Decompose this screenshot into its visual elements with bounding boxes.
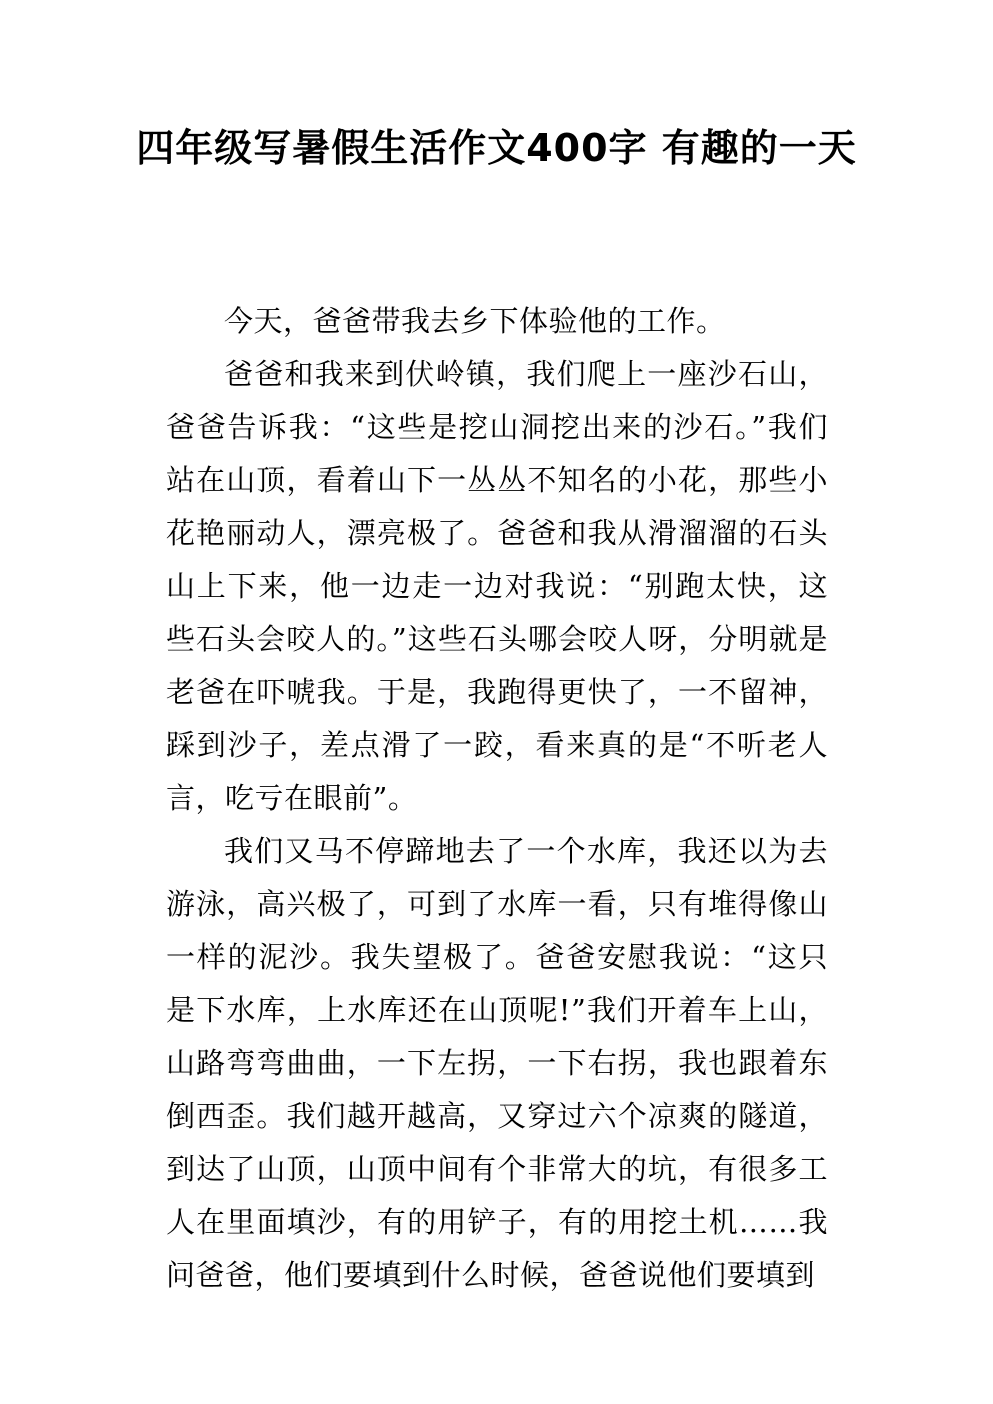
document-body bbox=[166, 295, 828, 1302]
paragraph: 今天，爸爸带我去乡下体验他的工作。 bbox=[224, 304, 726, 338]
paragraph: 我们又马不停蹄地去了一个水库，我还以为去游泳，高兴极了，可到了水库一看，只有堆得像山一样的泥沙。我失望极了。爸爸安慰我说：“这只是下水库，上水库还在山顶呢!”我们开着车上山，山路弯弯曲曲，一下左拐，一下右拐，我也跟着东倒西歪。我们越开越高，又穿过六个凉爽的隧道，到达了山顶，山顶中间有个非常大的坑，有很多工人在里面填沙，有的用铲子，有的用挖土机……我问爸爸，他们要填到什么时候，爸爸说他们要填到 bbox=[166, 834, 828, 1292]
paragraph: 爸爸和我来到伏岭镇，我们爬上一座沙石山，爸爸告诉我：“这些是挖山洞挖出来的沙石。”我们站在山顶，看着山下一丛丛不知名的小花，那些小花艳丽动人，漂亮极了。爸爸和我从滑溜溜的石头山上下来，他一边走一边对我说：“别跑太快，这些石头会咬人的。”这些石头哪会咬人呀，分明就是老爸在吓唬我。于是，我跑得更快了，一不留神，踩到沙子，差点滑了一跤，看来真的是“不听老人言，吃亏在眼前”。 bbox=[166, 357, 828, 815]
document-title: 四年级写暑假生活作文400字 有趣的一天 bbox=[136, 126, 857, 170]
